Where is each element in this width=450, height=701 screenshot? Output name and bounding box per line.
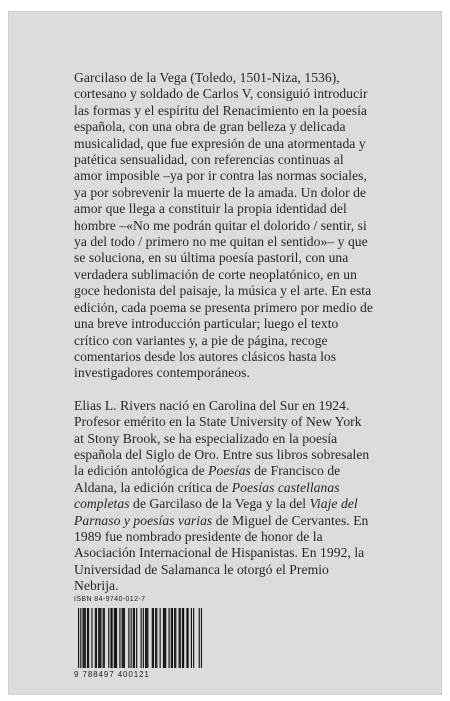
barcode-bar [99,608,100,668]
barcode-bar [98,608,99,668]
barcode-bar [141,608,142,668]
barcode-bar [95,608,96,668]
barcode-bar [133,608,134,668]
barcode-bar [116,608,117,668]
barcode-bar [108,608,109,668]
barcode-bar [134,608,135,668]
barcode-bar [182,608,183,668]
barcode-bar [186,608,187,668]
barcode-bar [201,608,202,668]
barcode-bar [187,608,188,668]
back-cover-text [74,70,374,595]
barcode-bar [165,608,166,668]
barcode-bar [122,608,123,668]
barcode-bar [131,608,132,668]
barcode-block [74,596,214,682]
barcode-bar [100,608,101,668]
barcode-bar [115,608,116,668]
barcode-bar [82,608,83,668]
barcode-bar [180,608,181,668]
barcode-bar [153,608,154,668]
barcode-bar [128,608,129,668]
barcode-bar [191,608,192,668]
barcode-bar [143,608,144,668]
editor-text-1: Elias L. Rivers nació en Carolina del Sur en 1924. Profesor emérito en la State University of New York at Stony Brook, se ha especializado en la poesía española del Siglo de Oro. Entre sus libros sobresalen la edición antológica de [74,397,370,479]
barcode-bar [175,608,176,668]
barcode-bar [163,608,164,668]
barcode-icon [78,608,202,668]
barcode-bar [136,608,137,668]
barcode-bar [85,608,86,668]
editor-title-3: Viaje del Parnaso y poesías varias [74,496,358,528]
barcode-bar [87,608,88,668]
barcode-bar [179,608,180,668]
barcode-bar [160,608,161,668]
barcode-bar [78,608,79,668]
barcode-bar [146,608,147,668]
barcode-bar [174,608,175,668]
barcode-bar [84,608,85,668]
barcode-bar [168,608,169,668]
barcode-bar [88,608,89,668]
barcode-bar [171,608,172,668]
barcode-bar [147,608,148,668]
barcode-bar [124,608,125,668]
barcode-bar [103,608,104,668]
barcode-bar [164,608,165,668]
editor-text-4: de Miguel de Cervantes. En 1989 fue nombrado presidente de honor de la Asociación Internacional de Hispanistas. En 1992, la Universidad de Salamanca le otorgó el Premio Nebrija. [74,512,369,594]
isbn-label: ISBN 84-9740-012-7 [74,596,146,603]
ean-digits: 9 788497 400121 [74,670,150,679]
barcode-bar [199,608,200,668]
barcode-bar [183,608,184,668]
barcode-bar [112,608,113,668]
barcode-bar [155,608,156,668]
barcode-bar [114,608,115,668]
barcode-bar [110,608,111,668]
barcode-bar [96,608,97,668]
barcode-bar [80,608,81,668]
barcode-bar [193,608,194,668]
editor-title-2: Poesías castellanas completas [74,479,340,512]
barcode-bar [152,608,153,668]
barcode-bar [156,608,157,668]
author-description: Garcilaso de la Vega (Toledo, 1501-Niza, 1536), cortesano y soldado de Carlos V, consiguió introducir las formas y el espíritu del Renacimiento en la poesía española, con una obra de gran belleza y delicada musicalidad, que fue expresión de una atormentada y patética sensualidad, con referencias continuas al amor imposible –ya por ir contra las normas sociales, ya por sobrevenir la muerte de la amada. Un dolor de amor que llega a constituir la propia identidad del hombre –«No me podrán quitar el dolorido / sentir, si ya del todo / primero no me quitan el sentido»– y que se soluciona, en su última poesía pastoril, con una verdadera sublimación de corte neoplatónico, en un goce hedonista del paisaje, la música y el arte. En esta edición, cada poema se presenta primero por medio de una breve introducción particular; luego el texto crítico con variantes y, a pie de página, recoge comentarios desde los autores clásicos hasta los investigadores contemporáneos. [74,70,373,381]
barcode-bar [104,608,105,668]
editor-text-2: de Francisco de Aldana, la edición crítica de [74,463,341,495]
barcode-bar [119,608,120,668]
editor-title-1: Poesías [208,463,251,479]
barcode-bar [145,608,146,668]
editor-text-3: de Garcilaso de la Vega y la del [129,496,310,512]
editor-description [74,398,374,595]
barcode-bar [123,608,124,668]
barcode-bar [172,608,173,668]
barcode-bar [91,608,92,668]
